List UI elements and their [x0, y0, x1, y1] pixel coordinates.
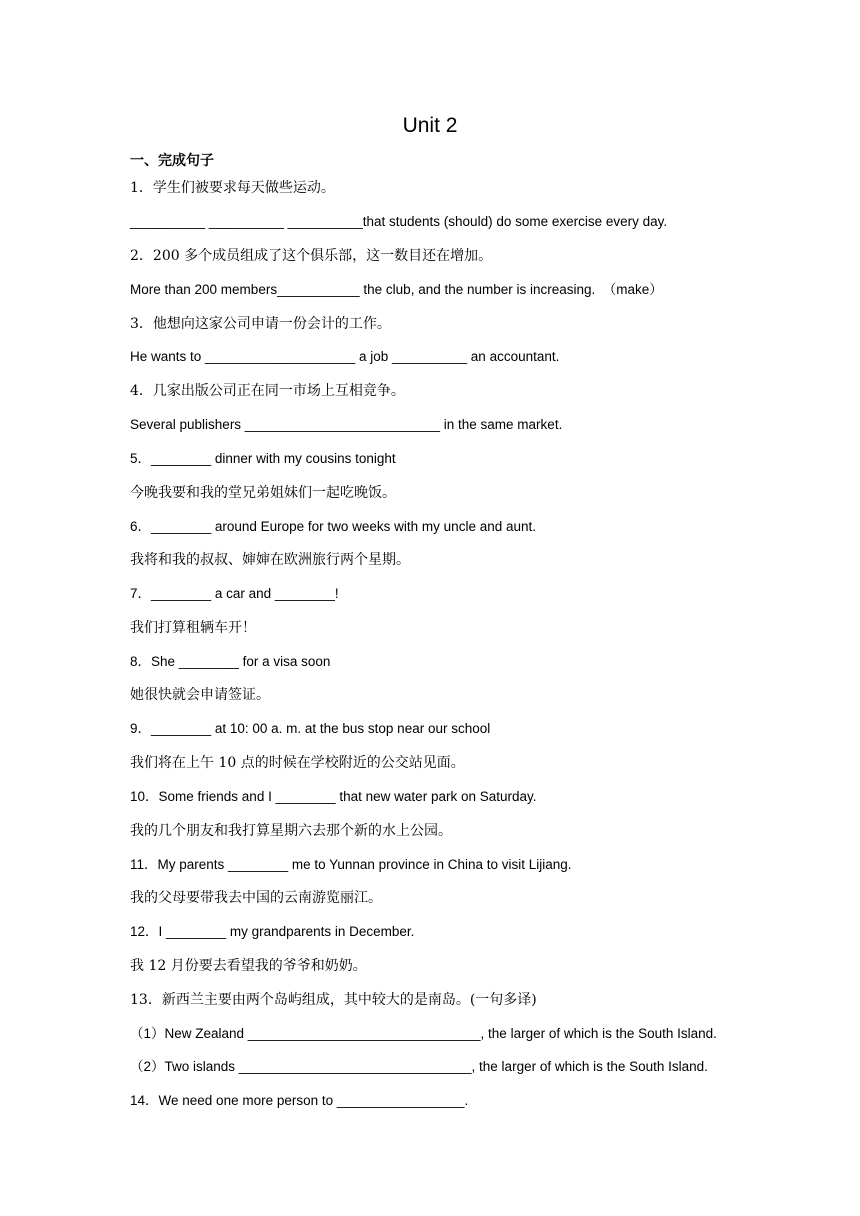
page-title: Unit 2 [402, 114, 458, 137]
question-4-english: Several publishers __________________________ in the same market. [130, 417, 563, 432]
question-10-chinese: 我的几个朋友和我打算星期六去那个新的水上公园。 [130, 823, 452, 839]
question-1-chinese: 1．学生们被要求每天做些运动。 [130, 180, 335, 196]
question-4-chinese: 4．几家出版公司正在同一市场上互相竞争。 [130, 383, 405, 399]
question-9-english: 9．________ at 10: 00 a. m. at the bus stop near our school [130, 721, 491, 736]
question-2-english: More than 200 members___________ the club, and the number is increasing. （make） [130, 282, 663, 297]
question-13-translation-1: （1）New Zealand _______________________________, the larger of which is the South Island. [130, 1026, 717, 1041]
question-14-english: 14．We need one more person to _________________. [130, 1093, 469, 1108]
question-11-english: 11．My parents ________ me to Yunnan province in China to visit Lijiang. [130, 857, 572, 872]
question-1-english: __________ __________ __________that students (should) do some exercise every day. [130, 214, 668, 229]
question-6-english: 6．________ around Europe for two weeks with my uncle and aunt. [130, 519, 537, 534]
question-6-chinese: 我将和我的叔叔、婶婶在欧洲旅行两个星期。 [130, 552, 410, 568]
question-13-translation-2: （2）Two islands _______________________________, the larger of which is the South Island. [130, 1059, 708, 1074]
question-3-english: He wants to ____________________ a job __________ an accountant. [130, 349, 560, 364]
question-9-chinese: 我们将在上午 10 点的时候在学校附近的公交站见面。 [130, 755, 465, 771]
question-7-chinese: 我们打算租辆车开！ [130, 620, 256, 636]
question-5-chinese: 今晚我要和我的堂兄弟姐妹们一起吃晚饭。 [130, 485, 396, 501]
question-3-chinese: 3．他想向这家公司申请一份会计的工作。 [130, 316, 391, 332]
question-13-chinese: 13．新西兰主要由两个岛屿组成，其中较大的是南岛。(一句多译) [130, 992, 537, 1008]
question-5-english: 5．________ dinner with my cousins tonight [130, 451, 396, 466]
question-12-english: 12．I ________ my grandparents in December. [130, 924, 415, 939]
section-heading: 一、完成句子 [130, 152, 214, 168]
question-8-chinese: 她很快就会申请签证。 [130, 687, 270, 703]
question-10-english: 10．Some friends and I ________ that new water park on Saturday. [130, 789, 537, 804]
question-11-chinese: 我的父母要带我去中国的云南游览丽江。 [130, 890, 382, 906]
question-8-english: 8．She ________ for a visa soon [130, 654, 331, 669]
question-7-english: 7．________ a car and ________! [130, 586, 339, 601]
question-12-chinese: 我 12 月份要去看望我的爷爷和奶奶。 [130, 958, 367, 974]
question-2-chinese: 2．200 多个成员组成了这个俱乐部，这一数目还在增加。 [130, 248, 493, 264]
